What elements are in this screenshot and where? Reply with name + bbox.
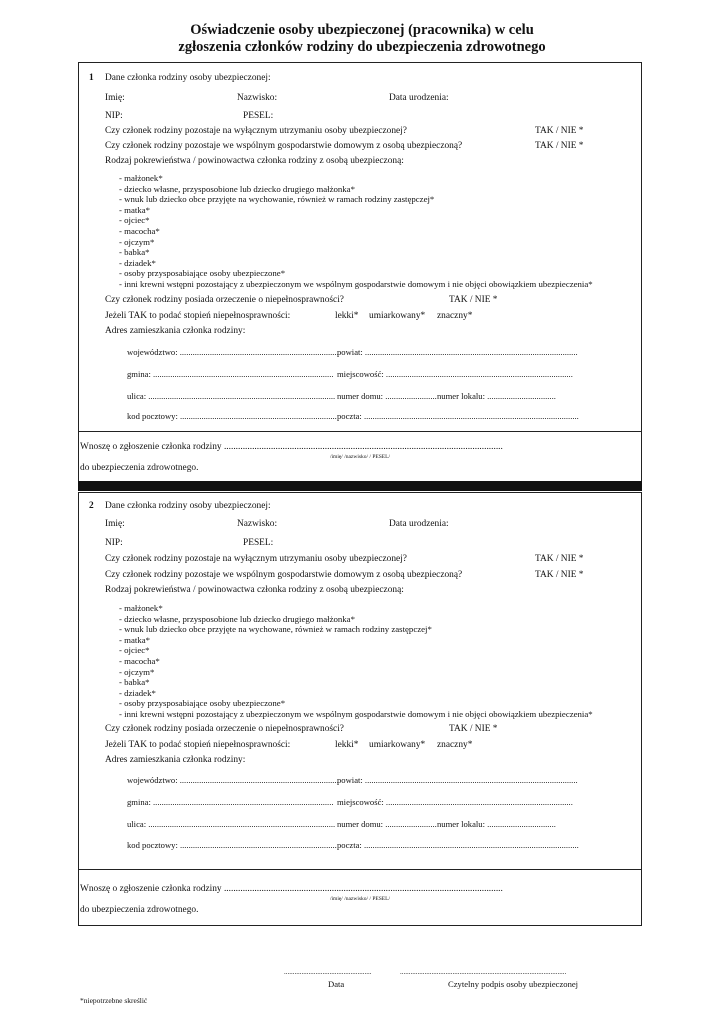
relationship-option[interactable]: - dziecko własne, przysposobione lub dziecko drugiego małżonka* (119, 613, 355, 624)
relationship-option[interactable]: - inni krewni wstępni pozostający z ubezpieczonym we wspólnym gospodarstwie domowym i nie objęci obowiązkiem ubezpieczenia* (119, 708, 593, 719)
postal-code-field[interactable]: kod pocztowy: ......................................................................... (127, 840, 337, 850)
date-label: Data (328, 979, 345, 989)
family-member-section-1 (78, 62, 642, 432)
degree-severe[interactable]: znaczny* (437, 311, 473, 321)
voivodeship-field[interactable]: województwo: .......................................................................... (127, 775, 339, 785)
first-name-label: Imię: (105, 93, 125, 103)
nip-label: NIP: (105, 111, 123, 121)
address-heading: Adres zamieszkania członka rodziny: (105, 755, 246, 765)
address-heading: Adres zamieszkania członka rodziny: (105, 326, 246, 336)
degree-light[interactable]: lekki* (335, 311, 359, 321)
request-hint: /imię/ /nazwisko/ / PESEL/ (330, 454, 391, 460)
request-line[interactable]: Wnoszę o zgłoszenie członka rodziny ....................................................................................................................... (80, 442, 503, 452)
house-number-field[interactable]: numer domu: ........................ (337, 819, 437, 829)
relationship-option[interactable]: - macocha* (119, 225, 160, 236)
commune-field[interactable]: gmina: .................................................................................... (127, 369, 334, 379)
relationship-option[interactable]: - ojciec* (119, 215, 150, 226)
request-line[interactable]: Wnoszę o zgłoszenie członka rodziny ....................................................................................................................... (80, 884, 503, 894)
degree-light[interactable]: lekki* (335, 740, 359, 750)
first-name-label: Imię: (105, 519, 125, 529)
voivodeship-field[interactable]: województwo: .......................................................................... (127, 347, 339, 357)
relationship-option[interactable]: - osoby przysposabiające osoby ubezpieczone* (119, 268, 286, 279)
footnote: *niepotrzebne skreślić (80, 996, 148, 1005)
relationship-option[interactable]: - babka* (119, 247, 150, 258)
question-disability-degree: Jeżeli TAK to podać stopień niepełnosprawności: (105, 740, 291, 750)
last-name-label: Nazwisko: (237, 93, 278, 103)
post-office-field[interactable]: poczta: .................................................................................................... (337, 840, 579, 850)
relationship-option[interactable]: - macocha* (119, 655, 160, 666)
section-heading: Dane członka rodziny osoby ubezpieczonej: (105, 501, 271, 511)
postal-code-field[interactable]: kod pocztowy: ......................................................................... (127, 411, 337, 421)
nip-label: NIP: (105, 538, 123, 548)
date-line[interactable]: .................................................. (284, 968, 372, 976)
signature-line[interactable]: ............................................................................................... (400, 968, 567, 976)
section-divider (78, 481, 642, 491)
relationship-list (119, 603, 593, 720)
relationship-option[interactable]: - matka* (119, 204, 151, 215)
answer-household[interactable]: TAK / NIE * (535, 141, 584, 151)
town-field[interactable]: miejscowość: ....................................................................................... (337, 369, 573, 379)
birth-date-label: Data urodzenia: (389, 519, 449, 529)
section-heading: Dane członka rodziny osoby ubezpieczonej: (105, 73, 271, 83)
answer-household[interactable]: TAK / NIE * (535, 570, 584, 580)
question-maintenance: Czy członek rodziny pozostaje na wyłącznym utrzymaniu osoby ubezpieczonej? (105, 126, 407, 136)
degree-moderate[interactable]: umiarkowany* (369, 740, 426, 750)
last-name-label: Nazwisko: (237, 519, 278, 529)
apartment-number-field[interactable]: numer lokalu: ................................ (437, 391, 556, 401)
street-field[interactable]: ulica: ....................................................................................... (127, 819, 336, 829)
county-field[interactable]: powiat: ................................................................................................... (337, 775, 578, 785)
street-field[interactable]: ulica: ....................................................................................... (127, 391, 336, 401)
relationship-option[interactable]: - matka* (119, 634, 151, 645)
question-relationship: Rodzaj pokrewieństwa / powinowactwa członka rodziny z osobą ubezpieczoną: (105, 585, 404, 595)
post-office-field[interactable]: poczta: .................................................................................................... (337, 411, 579, 421)
relationship-option[interactable]: - małżonek* (119, 603, 163, 613)
commune-field[interactable]: gmina: .................................................................................... (127, 797, 334, 807)
relationship-option[interactable]: - wnuk lub dziecko obce przyjęte na wychowane, również w ramach rodziny zastępczej* (119, 624, 432, 635)
question-disability: Czy członek rodziny posiada orzeczenie o niepełnosprawności? (105, 295, 344, 305)
request-hint: /imię/ /nazwisko/ / PESEL/ (330, 896, 391, 902)
request-end: do ubezpieczenia zdrowotnego. (80, 905, 199, 915)
degree-severe[interactable]: znaczny* (437, 740, 473, 750)
answer-disability[interactable]: TAK / NIE * (449, 724, 498, 734)
birth-date-label: Data urodzenia: (389, 93, 449, 103)
relationship-option[interactable]: - babka* (119, 677, 150, 688)
relationship-list (119, 173, 593, 290)
relationship-option[interactable]: - wnuk lub dziecko obce przyjęte na wychowanie, również w ramach rodziny zastępczej* (119, 194, 435, 205)
section-number: 1 (89, 73, 94, 83)
question-relationship: Rodzaj pokrewieństwa / powinowactwa członka rodziny z osobą ubezpieczoną: (105, 156, 404, 166)
relationship-option[interactable]: - dziadek* (119, 257, 156, 268)
question-maintenance: Czy członek rodziny pozostaje na wyłącznym utrzymaniu osoby ubezpieczonej? (105, 554, 407, 564)
relationship-option[interactable]: - inni krewni wstępni pozostający z ubezpieczonym we wspólnym gospodarstwie domowym i nie objęci obowiązkiem ubezpieczenia* (119, 278, 593, 289)
question-disability-degree: Jeżeli TAK to podać stopień niepełnosprawności: (105, 311, 291, 321)
question-household: Czy członek rodziny pozostaje we wspólnym gospodarstwie domowym z osobą ubezpieczoną? (105, 570, 463, 580)
question-disability: Czy członek rodziny posiada orzeczenie o niepełnosprawności? (105, 724, 344, 734)
answer-maintenance[interactable]: TAK / NIE * (535, 554, 584, 564)
county-field[interactable]: powiat: ................................................................................................... (337, 347, 578, 357)
relationship-option[interactable]: - ojciec* (119, 645, 150, 656)
answer-maintenance[interactable]: TAK / NIE * (535, 126, 584, 136)
town-field[interactable]: miejscowość: ....................................................................................... (337, 797, 573, 807)
relationship-option[interactable]: - ojczym* (119, 236, 155, 247)
document-title (0, 22, 724, 56)
relationship-option[interactable]: - ojczym* (119, 666, 155, 677)
question-household: Czy członek rodziny pozostaje we wspólnym gospodarstwie domowym z osobą ubezpieczoną? (105, 141, 463, 151)
relationship-option[interactable]: - osoby przysposabiające osoby ubezpieczone* (119, 698, 286, 709)
request-end: do ubezpieczenia zdrowotnego. (80, 463, 199, 473)
relationship-option[interactable]: - dziadek* (119, 687, 156, 698)
title-line-2: zgłoszenia członków rodziny do ubezpieczenia zdrowotnego (178, 39, 546, 55)
relationship-option[interactable]: - małżonek* (119, 173, 163, 183)
answer-disability[interactable]: TAK / NIE * (449, 295, 498, 305)
apartment-number-field[interactable]: numer lokalu: ................................ (437, 819, 556, 829)
house-number-field[interactable]: numer domu: ........................ (337, 391, 437, 401)
pesel-label: PESEL: (243, 538, 274, 548)
section-number: 2 (89, 501, 94, 511)
title-line-1: Oświadczenie osoby ubezpieczonej (pracownika) w celu (190, 22, 534, 38)
degree-moderate[interactable]: umiarkowany* (369, 311, 426, 321)
pesel-label: PESEL: (243, 111, 274, 121)
relationship-option[interactable]: - dziecko własne, przysposobione lub dziecko drugiego małżonka* (119, 183, 355, 194)
signature-label: Czytelny podpis osoby ubezpieczonej (448, 979, 579, 989)
family-member-section-2 (78, 492, 642, 870)
